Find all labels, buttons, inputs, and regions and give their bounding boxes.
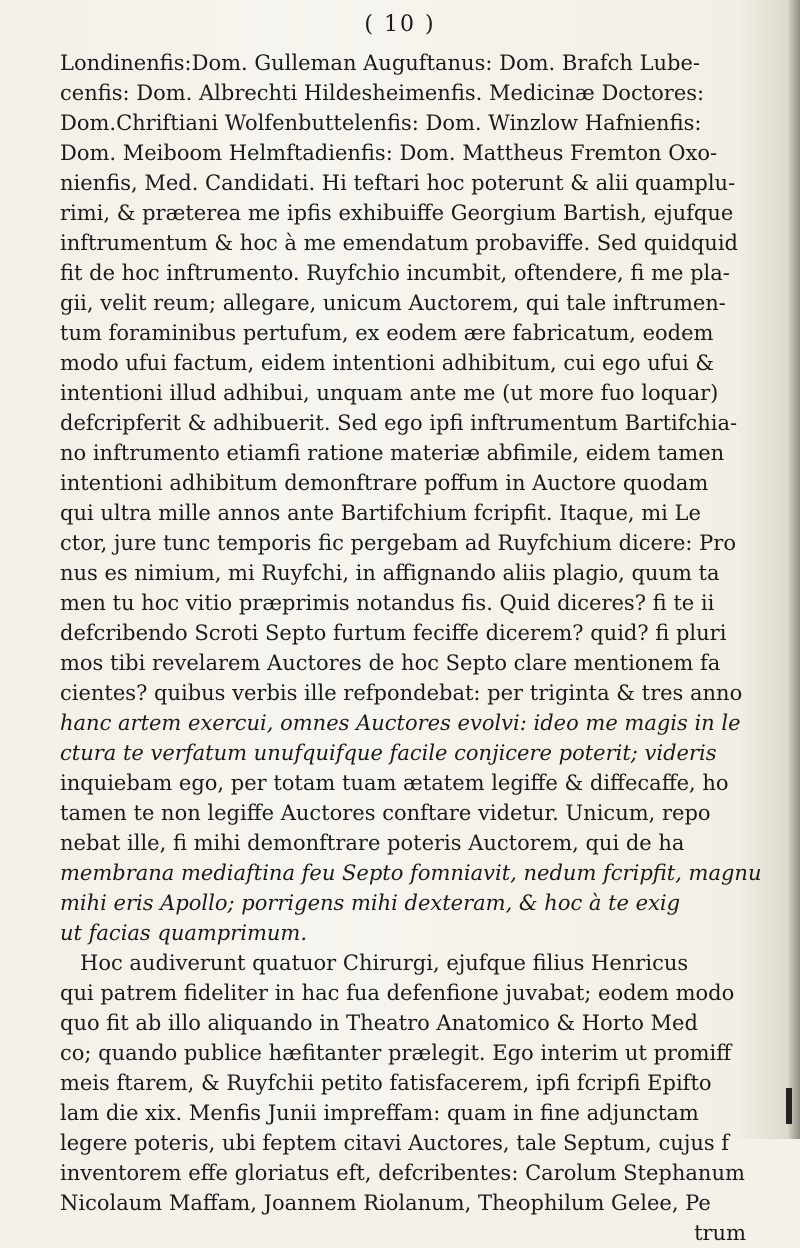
text-line: fit de hoc inftrumento. Ruyfchio incumbit, oftendere, fi me pla- [60,261,730,285]
page-number: ( 10 ) [364,12,436,37]
text-line: ctor, jure tunc temporis fic pergebam ad Ruyfchium dicere: Pro [60,531,736,555]
text-line: mos tibi revelarem Auctores de hoc Septo clare mentionem fa [60,651,721,675]
text-line-italic: ut facias quamprimum. [60,921,308,945]
text-line: cenfis: Dom. Albrechti Hildesheimenfis. Medicinæ Doctores: [60,81,705,105]
text-line: Londinenfis:Dom. Gulleman Auguftanus: Dom. Brafch Lube- [60,51,701,75]
text-line: modo ufui factum, eidem intentioni adhibitum, cui ego ufui & [60,351,715,375]
text-line: men tu hoc vitio præprimis notandus fis. Quid diceres? fi te ii [60,591,715,615]
page-mark [786,1088,792,1124]
text-line-italic: mihi eris Apollo; porrigens mihi dexteram, & hoc à te exig [60,891,681,915]
text-line: defcripferit & adhibuerit. Sed ego ipfi inftrumentum Bartifchia- [60,411,738,435]
text-line: tamen te non legiffe Auctores conftare videtur. Unicum, repo [60,801,711,825]
text-line: Nicolaum Maffam, Joannem Riolanum, Theophilum Gelee, Pe [60,1191,711,1215]
text-line: nus es nimium, mi Ruyfchi, in affignando aliis plagio, quum ta [60,561,720,585]
text-line: nebat ille, fi mihi demonftrare poteris Auctorem, qui de ha [60,831,685,855]
text-line: Dom. Meiboom Helmftadienfis: Dom. Mattheus Fremton Oxo- [60,141,718,165]
text-line: meis ftarem, & Ruyfchii petito fatisfacerem, ipfi fcripfi Epifto [60,1071,712,1095]
text-line: tum foraminibus pertufum, ex eodem ære fabricatum, eodem [60,321,714,345]
text-line: lam die xix. Menfis Junii impreffam: quam in fine adjunctam [60,1101,699,1125]
text-line: defcribendo Scroti Septo furtum feciffe dicerem? quid? fi pluri [60,621,727,645]
text-line: intentioni illud adhibui, unquam ante me (ut more fuo loquar) [60,381,719,405]
text-line: gii, velit reum; allegare, unicum Auctorem, qui tale inftrumen- [60,291,726,315]
text-line: quo fit ab illo aliquando in Theatro Anatomico & Horto Med [60,1011,698,1035]
text-line: qui patrem fideliter in hac fua defenfione juvabat; eodem modo [60,981,735,1005]
text-line: inftrumentum & hoc à me emendatum probaviffe. Sed quidquid [60,231,738,255]
text-line-italic: ctura te verfatum unufquifque facile conjicere poterit; videris [60,741,717,765]
text-line: no inftrumento etiamfi ratione materiæ abfimile, eidem tamen [60,441,725,465]
text-line: intentioni adhibitum demonftrare poffum in Auctore quodam [60,471,709,495]
body-text [60,48,786,1248]
text-line: nienfis, Med. Candidati. Hi teftari hoc poterunt & alii quamplu- [60,171,736,195]
text-line: inventorem effe gloriatus eft, defcribentes: Carolum Stephanum [60,1161,745,1185]
text-line: cientes? quibus verbis ille refpondebat: per triginta & tres anno [60,681,743,705]
text-line: legere poteris, ubi feptem citavi Auctores, tale Septum, cujus f [60,1131,730,1155]
text-line: co; quando publice hæfitanter prælegit. Ego interim ut promiff [60,1041,732,1065]
text-line: Dom.Chriftiani Wolfenbuttelenfis: Dom. Winzlow Hafnienfis: [60,111,702,135]
text-line: rimi, & præterea me ipfis exhibuiffe Georgium Bartish, ejufque [60,201,734,225]
text-line-italic: hanc artem exercui, omnes Auctores evolvi: ideo me magis in le [60,711,741,735]
page-edge [786,0,800,1139]
paragraph-start: Hoc audiverunt quatuor Chirurgi, ejufque filius Henricus [80,951,689,975]
text-line-italic: membrana mediaftina feu Septo fomniavit, nedum fcripfit, magnu [60,861,762,885]
text-line: qui ultra mille annos ante Bartifchium fcripfit. Itaque, mi Le [60,501,701,525]
text-line: inquiebam ego, per totam tuam ætatem legiffe & diffecaffe, ho [60,771,729,795]
catchword: trum [694,1221,746,1245]
